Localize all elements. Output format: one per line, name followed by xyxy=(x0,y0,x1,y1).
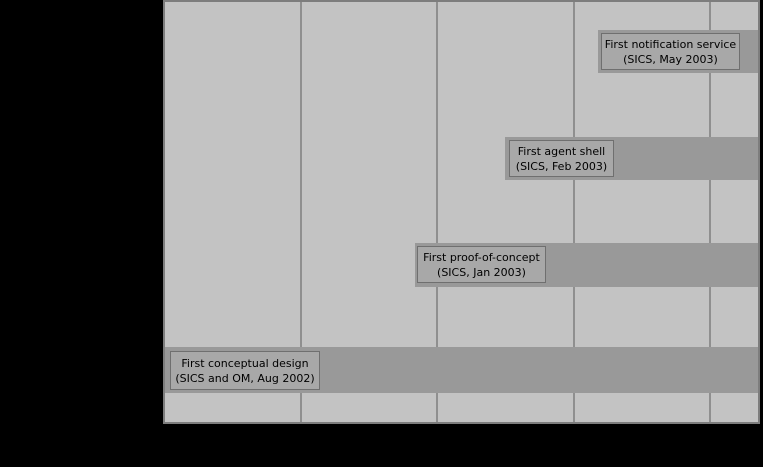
milestone-subtitle: (SICS, Feb 2003) xyxy=(515,159,608,173)
plot-area xyxy=(163,0,760,424)
milestone-subtitle: (SICS, Jan 2003) xyxy=(437,265,526,279)
milestone-subtitle: (SICS and OM, Aug 2002) xyxy=(175,371,315,385)
milestone-subtitle: (SICS, May 2003) xyxy=(623,52,718,66)
milestone-label-box-first-proof-of-concept xyxy=(417,246,546,283)
milestone-title: First conceptual design xyxy=(181,356,309,370)
milestone-title: First notification service xyxy=(604,37,737,51)
milestone-label-box-first-agent-shell xyxy=(509,140,614,177)
plot-inner xyxy=(165,2,758,422)
milestone-label-box-first-notification-service xyxy=(601,33,740,70)
milestone-title: First proof-of-concept xyxy=(423,250,540,264)
milestone-label-box-first-conceptual-design xyxy=(170,351,320,390)
milestone-title: First agent shell xyxy=(517,144,606,158)
